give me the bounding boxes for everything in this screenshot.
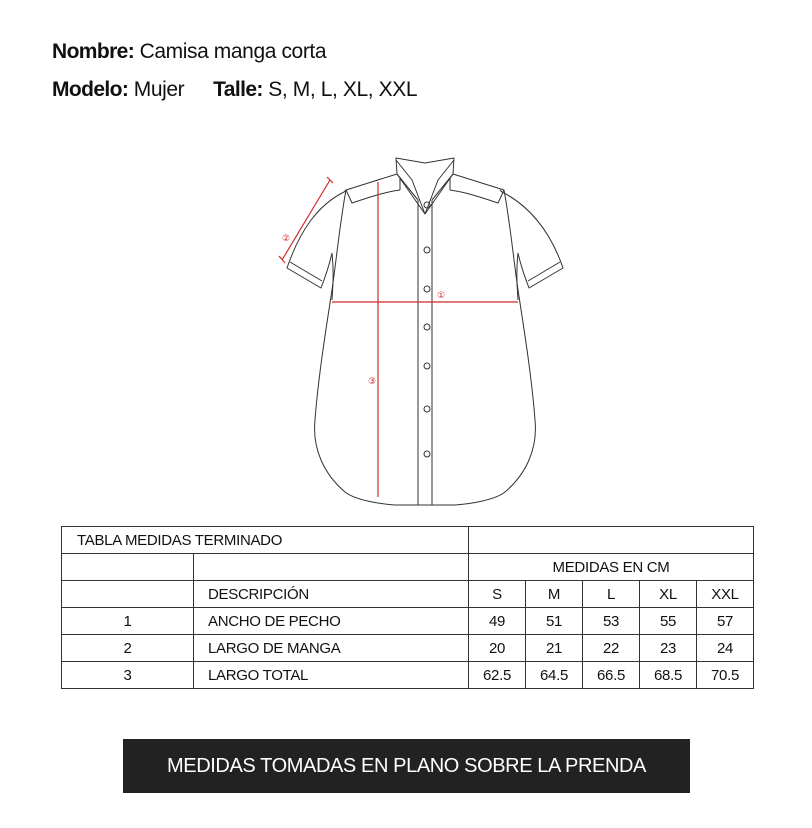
medidas-header: MEDIDAS EN CM xyxy=(469,554,754,581)
size-header: XL xyxy=(640,581,697,608)
row-value: 57 xyxy=(697,608,754,635)
size-value: S, M, L, XL, XXL xyxy=(268,78,418,101)
row-number: 3 xyxy=(62,662,194,689)
row-number: 2 xyxy=(62,635,194,662)
row-label: LARGO DE MANGA xyxy=(194,635,469,662)
size-header: L xyxy=(583,581,640,608)
table-group-row xyxy=(62,554,754,581)
buttons xyxy=(424,202,430,457)
row-label: ANCHO DE PECHO xyxy=(194,608,469,635)
row-value: 62.5 xyxy=(469,662,526,689)
table-row xyxy=(62,662,754,689)
size-header: XXL xyxy=(697,581,754,608)
table-row xyxy=(62,635,754,662)
name-value: Camisa manga corta xyxy=(139,40,327,63)
marker-chest: ① xyxy=(437,291,446,301)
product-header xyxy=(52,38,417,114)
row-number: 1 xyxy=(62,608,194,635)
left-sleeve xyxy=(287,190,346,288)
name-label: Nombre: xyxy=(52,40,135,63)
row-value: 23 xyxy=(640,635,697,662)
row-label: LARGO TOTAL xyxy=(194,662,469,689)
model-line xyxy=(52,76,417,114)
name-line xyxy=(52,38,417,76)
size-label: Talle: xyxy=(213,78,263,101)
row-value: 49 xyxy=(469,608,526,635)
row-value: 51 xyxy=(526,608,583,635)
row-value: 22 xyxy=(583,635,640,662)
left-sleeve-cuff xyxy=(290,262,322,281)
row-value: 66.5 xyxy=(583,662,640,689)
marker-length: ③ xyxy=(368,377,377,387)
banner-text: MEDIDAS TOMADAS EN PLANO SOBRE LA PRENDA xyxy=(167,754,646,777)
table-title-row xyxy=(62,527,754,554)
right-sleeve-cuff xyxy=(528,262,560,281)
sleeve-measure-line xyxy=(282,180,330,260)
row-value: 21 xyxy=(526,635,583,662)
row-value: 53 xyxy=(583,608,640,635)
row-value: 70.5 xyxy=(697,662,754,689)
size-header: M xyxy=(526,581,583,608)
model-label: Modelo: xyxy=(52,78,129,101)
row-value: 20 xyxy=(469,635,526,662)
table-row xyxy=(62,608,754,635)
row-value: 24 xyxy=(697,635,754,662)
size-header: S xyxy=(469,581,526,608)
row-value: 55 xyxy=(640,608,697,635)
model-value: Mujer xyxy=(133,78,185,101)
shirt-body xyxy=(315,174,536,505)
size-table xyxy=(61,526,754,689)
right-sleeve xyxy=(500,190,563,288)
marker-sleeve: ② xyxy=(282,234,291,244)
row-value: 64.5 xyxy=(526,662,583,689)
table-header-row xyxy=(62,581,754,608)
table-title: TABLA MEDIDAS TERMINADO xyxy=(62,527,469,554)
measure-note-banner xyxy=(123,739,690,793)
row-value: 68.5 xyxy=(640,662,697,689)
description-header: DESCRIPCIÓN xyxy=(194,581,469,608)
shirt-diagram xyxy=(270,150,580,510)
